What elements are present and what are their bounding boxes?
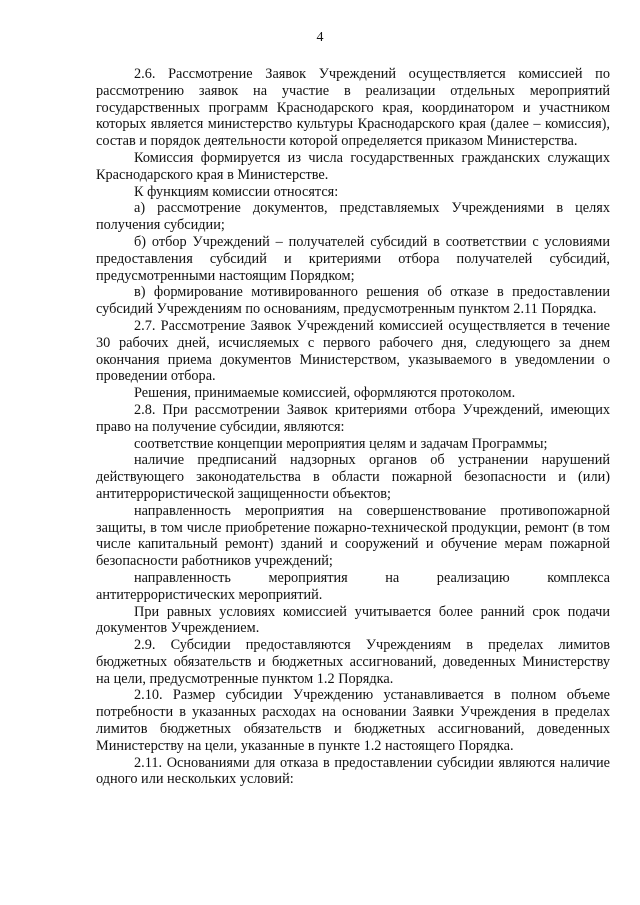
criterion-prescriptions: наличие предписаний надзорных органов об устранении нарушений действующего законодательства в области пожарной безопасности и (или) антитеррористической защищенности объектов; (96, 452, 610, 502)
criterion-antiterror: направленность мероприятия на реализацию комплекса антитеррористических мероприятий. (96, 569, 610, 603)
paragraph-functions-intro: К функциям комиссии относятся: (134, 183, 339, 200)
paragraph-2-7: 2.7. Рассмотрение Заявок Учреждений комиссией осуществляется в течение 30 рабочих дней, исчисляемых с первого рабочего дня, следующего за днем окончания приема документов Министерством, указываемого в уведомлении о проведении отбора. (96, 317, 610, 385)
list-item-a: а) рассмотрение документов, представляемых Учреждениями в целях получения субсидии; (96, 200, 610, 234)
document-body (96, 66, 610, 788)
list-item-b: б) отбор Учреждений – получателей субсидий в соответствии с условиями предоставления субсидий и критериями отбора получателей субсидий, предусмотренными настоящим Порядком; (96, 233, 610, 284)
paragraph-2-8: 2.8. При рассмотрении Заявок критериями отбора Учреждений, имеющих право на получение субсидии, являются: (96, 401, 610, 435)
paragraph-2-6: 2.6. Рассмотрение Заявок Учреждений осуществляется комиссией по рассмотрению заявок на участие в реализации отдельных мероприятий государственных программ Краснодарского края, координатором и участником которых является министерство культуры Краснодарского края (далее – комиссия), состав и порядок деятельности которой определяется приказом Министерства. (96, 66, 610, 150)
paragraph-2-10: 2.10. Размер субсидии Учреждению устанавливается в полном объеме потребности в указанных расходах на основании Заявки Учреждения в пределах лимитов бюджетных обязательств и бюджетных ассигнований, доведенных Министерству на цели, указанные в пункте 1.2 настоящего Порядка. (96, 687, 610, 754)
paragraph-commission-formation: Комиссия формируется из числа государственных гражданских служащих Краснодарского края в Министерстве. (96, 149, 610, 183)
list-item-v: в) формирование мотивированного решения об отказе в предоставлении субсидий Учреждениям по основаниям, предусмотренным пунктом 2.11 Порядка. (96, 284, 610, 318)
paragraph-2-11: 2.11. Основаниями для отказа в предоставлении субсидии являются наличие одного или нескольких условий: (96, 754, 610, 788)
criterion-concept: соответствие концепции мероприятия целям и задачам Программы; (134, 435, 548, 452)
paragraph-equal-conditions: При равных условиях комиссией учитывается более ранний срок подачи документов Учреждением. (96, 603, 610, 637)
criterion-fire-safety: направленность мероприятия на совершенствование противопожарной защиты, в том числе приобретение пожарно-технической продукции, ремонт (в том числе капитальный ремонт) зданий и сооружений и обучение мерам пожарной безопасности работников учреждений; (96, 502, 610, 570)
paragraph-2-9: 2.9. Субсидии предоставляются Учреждениям в пределах лимитов бюджетных обязательств и бюджетных ассигнований, доведенных Министерству на цели, предусмотренные пунктом 1.2 Порядка. (96, 637, 610, 687)
page-number: 4 (316, 30, 324, 45)
paragraph-decisions: Решения, принимаемые комиссией, оформляются протоколом. (134, 385, 516, 402)
